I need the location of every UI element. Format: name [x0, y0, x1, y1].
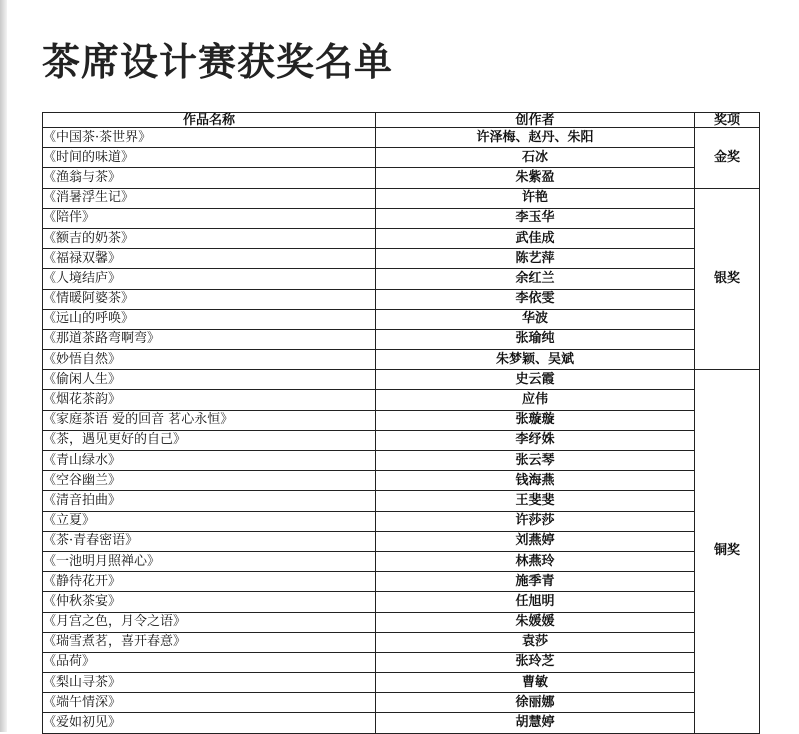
table-row	[43, 632, 760, 652]
work-name-cell: 《茶，遇见更好的自己》	[43, 430, 376, 450]
table-row	[43, 693, 760, 713]
work-name-cell: 《人境结庐》	[43, 269, 376, 289]
work-name-cell: 《妙悟自然》	[43, 350, 376, 370]
table-row	[43, 592, 760, 612]
author-cell: 钱海燕	[376, 471, 695, 491]
author-cell: 陈艺萍	[376, 249, 695, 269]
awards-table-body	[43, 128, 760, 734]
work-name-cell: 《青山绿水》	[43, 451, 376, 471]
table-row	[43, 491, 760, 511]
author-cell: 王斐斐	[376, 491, 695, 511]
work-name-cell: 《消暑浮生记》	[43, 188, 376, 208]
work-name-cell: 《烟花茶韵》	[43, 390, 376, 410]
awards-table	[42, 112, 760, 734]
work-name-cell: 《空谷幽兰》	[43, 471, 376, 491]
work-name-cell: 《清音拍曲》	[43, 491, 376, 511]
author-cell: 李依雯	[376, 289, 695, 309]
author-cell: 林燕玲	[376, 551, 695, 571]
work-name-cell: 《中国茶·茶世界》	[43, 128, 376, 148]
author-cell: 石冰	[376, 148, 695, 168]
table-row	[43, 309, 760, 329]
table-row	[43, 329, 760, 349]
table-row	[43, 148, 760, 168]
work-name-cell: 《远山的呼唤》	[43, 309, 376, 329]
header-work-name: 作品名称	[43, 113, 376, 128]
author-cell: 武佳成	[376, 228, 695, 248]
table-row	[43, 511, 760, 531]
author-cell: 应伟	[376, 390, 695, 410]
author-cell: 刘燕婷	[376, 531, 695, 551]
award-level-cell: 金奖	[695, 128, 760, 189]
table-row	[43, 612, 760, 632]
author-cell: 袁莎	[376, 632, 695, 652]
work-name-cell: 《月宫之色，月令之语》	[43, 612, 376, 632]
work-name-cell: 《梨山寻茶》	[43, 673, 376, 693]
table-row	[43, 390, 760, 410]
author-cell: 张玲芝	[376, 652, 695, 672]
work-name-cell: 《偷闲人生》	[43, 370, 376, 390]
work-name-cell: 《瑞雪煮茗，喜开春意》	[43, 632, 376, 652]
table-row	[43, 531, 760, 551]
page-title: 茶席设计赛获奖名单	[42, 40, 394, 85]
table-row	[43, 128, 760, 148]
author-cell: 李玉华	[376, 208, 695, 228]
author-cell: 任旭明	[376, 592, 695, 612]
table-row	[43, 370, 760, 390]
author-cell: 许泽梅、赵丹、朱阳	[376, 128, 695, 148]
table-row	[43, 713, 760, 733]
work-name-cell: 《那道茶路弯啊弯》	[43, 329, 376, 349]
work-name-cell: 《立夏》	[43, 511, 376, 531]
author-cell: 许莎莎	[376, 511, 695, 531]
table-row	[43, 289, 760, 309]
table-row	[43, 188, 760, 208]
table-row	[43, 451, 760, 471]
author-cell: 张璇璇	[376, 410, 695, 430]
work-name-cell: 《额吉的奶茶》	[43, 228, 376, 248]
work-name-cell: 《一池明月照禅心》	[43, 551, 376, 571]
work-name-cell: 《爱如初见》	[43, 713, 376, 733]
author-cell: 余红兰	[376, 269, 695, 289]
table-row	[43, 249, 760, 269]
author-cell: 朱紫盈	[376, 168, 695, 188]
work-name-cell: 《福禄双馨》	[43, 249, 376, 269]
table-row	[43, 228, 760, 248]
work-name-cell: 《情暖阿婆茶》	[43, 289, 376, 309]
header-award: 奖项	[695, 113, 760, 128]
table-header-row	[43, 113, 760, 128]
author-cell: 华波	[376, 309, 695, 329]
table-row	[43, 652, 760, 672]
author-cell: 史云霞	[376, 370, 695, 390]
table-row	[43, 350, 760, 370]
author-cell: 胡慧婷	[376, 713, 695, 733]
author-cell: 李纾姝	[376, 430, 695, 450]
author-cell: 朱媛媛	[376, 612, 695, 632]
author-cell: 曹敏	[376, 673, 695, 693]
work-name-cell: 《陪伴》	[43, 208, 376, 228]
author-cell: 张云琴	[376, 451, 695, 471]
work-name-cell: 《端午情深》	[43, 693, 376, 713]
table-row	[43, 269, 760, 289]
work-name-cell: 《家庭茶语 爱的回音 茗心永恒》	[43, 410, 376, 430]
work-name-cell: 《茶·青春密语》	[43, 531, 376, 551]
table-row	[43, 673, 760, 693]
header-author: 创作者	[376, 113, 695, 128]
award-level-cell: 铜奖	[695, 370, 760, 733]
author-cell: 朱梦颖、吴斌	[376, 350, 695, 370]
work-name-cell: 《静待花开》	[43, 572, 376, 592]
award-level-cell: 银奖	[695, 188, 760, 370]
author-cell: 许艳	[376, 188, 695, 208]
table-row	[43, 430, 760, 450]
page-edge-shadow	[0, 0, 7, 732]
table-row	[43, 572, 760, 592]
author-cell: 施季青	[376, 572, 695, 592]
work-name-cell: 《渔翁与茶》	[43, 168, 376, 188]
table-row	[43, 471, 760, 491]
work-name-cell: 《品荷》	[43, 652, 376, 672]
table-row	[43, 410, 760, 430]
table-row	[43, 208, 760, 228]
author-cell: 徐丽娜	[376, 693, 695, 713]
table-row	[43, 168, 760, 188]
author-cell: 张瑜纯	[376, 329, 695, 349]
work-name-cell: 《时间的味道》	[43, 148, 376, 168]
table-row	[43, 551, 760, 571]
work-name-cell: 《仲秋茶宴》	[43, 592, 376, 612]
